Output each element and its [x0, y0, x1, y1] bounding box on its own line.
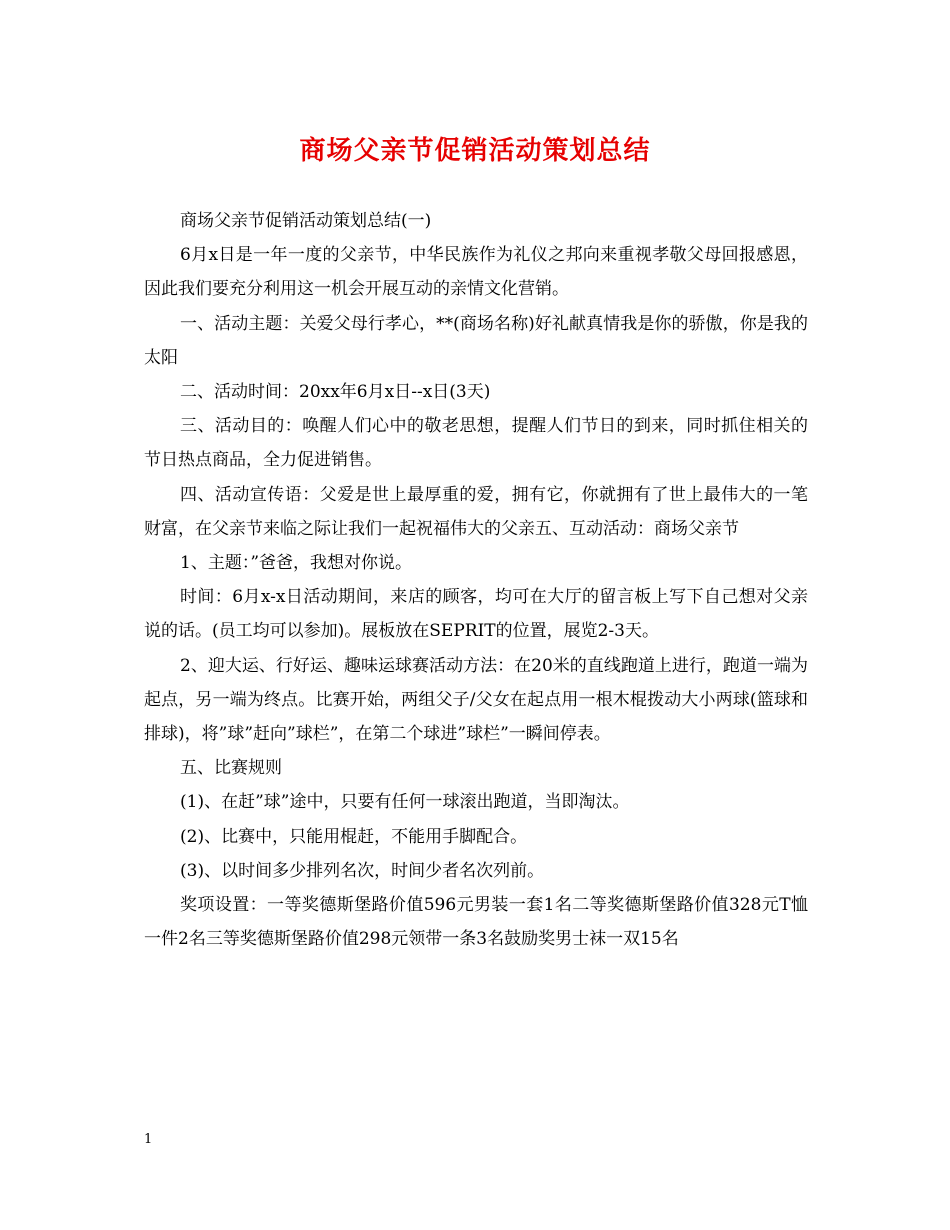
page-number: 1 [144, 1132, 153, 1147]
paragraph-activity-2: 2、迎大运、行好运、趣味运球赛活动方法：在20米的直线跑道上进行，跑道一端为起点，另一端为终点。比赛开始，两组父子/父女在起点用一根木棍拨动大小两球(篮球和排球)，将”球”赶向”球栏”，在第二个球进”球栏”一瞬间停表。 [144, 655, 808, 745]
document-body [144, 204, 808, 956]
paragraph-purpose: 三、活动目的：唤醒人们心中的敬老思想，提醒人们节日的到来，同时抓住相关的节日热点商品，全力促进销售。 [144, 416, 808, 471]
paragraph-theme: 一、活动主题：关爱父母行孝心，**(商场名称)好礼献真情我是你的骄傲，你是我的太阳 [144, 313, 808, 368]
paragraph-slogan: 四、活动宣传语：父爱是世上最厚重的爱，拥有它，你就拥有了世上最伟大的一笔财富，在父亲节来临之际让我们一起祝福伟大的父亲五、互动活动：商场父亲节 [144, 484, 808, 539]
paragraph-rules-heading: 五、比赛规则 [180, 758, 282, 779]
paragraph-rule-1: (1)、在赶”球”途中，只要有任何一球滚出跑道，当即淘汰。 [180, 792, 630, 813]
paragraph-rule-2: (2)、比赛中，只能用棍赶，不能用手脚配合。 [180, 826, 528, 847]
paragraph-time: 二、活动时间：20xx年6月x日--x日(3天) [180, 382, 491, 403]
paragraph-activity-1-time: 时间：6月x-x日活动期间，来店的顾客，均可在大厅的留言板上写下自己想对父亲说的话。(员工均可以参加)。展板放在SEPRIT的位置，展览2-3天。 [144, 587, 808, 642]
paragraph-rule-3: (3)、以时间多少排列名次，时间少者名次列前。 [180, 860, 545, 881]
document-title: 商场父亲节促销活动策划总结 [299, 136, 651, 166]
paragraph-intro: 6月x日是一年一度的父亲节，中华民族作为礼仪之邦向来重视孝敬父母回报感恩，因此我们要充分利用这一机会开展互动的亲情文化营销。 [144, 245, 808, 300]
paragraph-activity-1: 1、主题：”爸爸，我想对你说。 [180, 553, 413, 574]
paragraph-awards: 奖项设置：一等奖德斯堡路价值596元男装一套1名二等奖德斯堡路价值328元T恤一件2名三等奖德斯堡路价值298元领带一条3名鼓励奖男士袜一双15名 [144, 895, 808, 950]
paragraph-subtitle: 商场父亲节促销活动策划总结(一) [180, 211, 432, 231]
